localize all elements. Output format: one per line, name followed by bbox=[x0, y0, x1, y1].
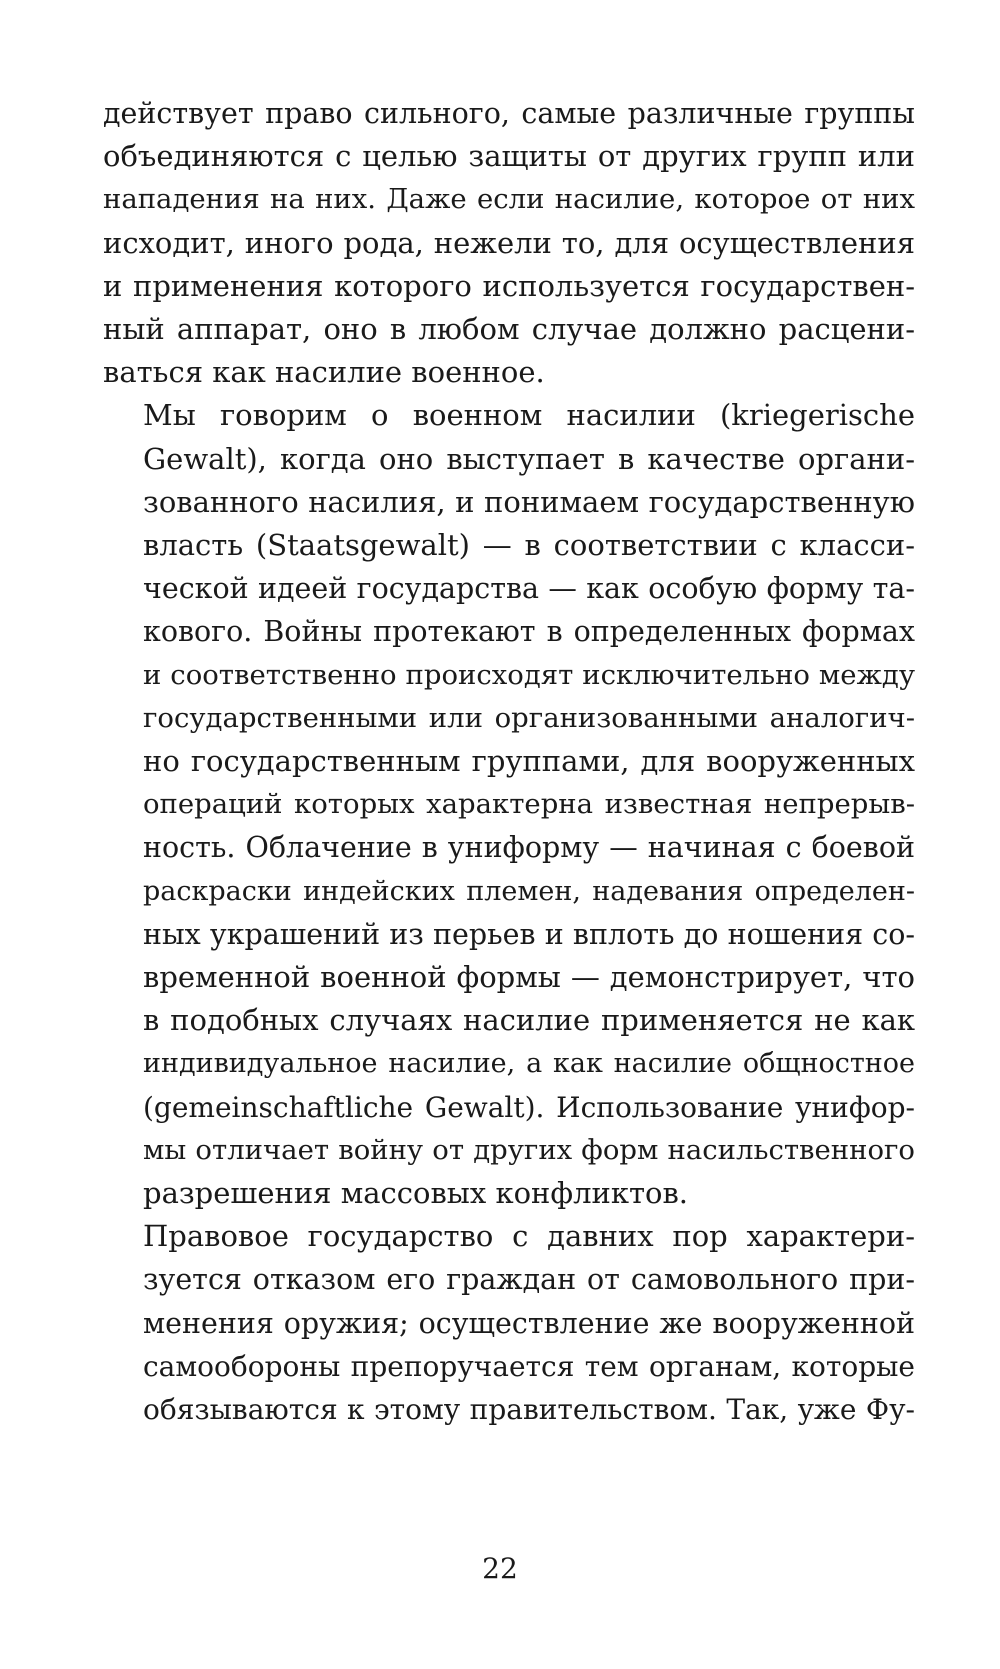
text-body bbox=[103, 92, 915, 1431]
text-line: самообороны препоручается тем органам, которые bbox=[143, 1349, 915, 1383]
text-line: кового. Войны протекают в определенных формах bbox=[143, 615, 915, 649]
text-line: (gemeinschaftliche Gewalt). Использование унифор- bbox=[143, 1090, 915, 1124]
text-line: зуется отказом его граждан от самовольного при- bbox=[143, 1263, 915, 1297]
text-line: исходит, иного рода, нежели то, для осуществления bbox=[103, 225, 915, 260]
text-line: зованного насилия, и понимаем государственную bbox=[143, 484, 915, 519]
text-line: раскраски индейских племен, надевания определен- bbox=[143, 875, 915, 907]
text-line: ность. Облачение в униформу — начиная с боевой bbox=[143, 831, 915, 865]
text-line: менения оружия; осуществление же вооруженной bbox=[143, 1306, 915, 1340]
text-line: обязываются к этому правительством. Так, уже Фу- bbox=[143, 1393, 915, 1427]
text-line: ный аппарат, оно в любом случае должно расцени- bbox=[103, 312, 915, 347]
paragraph bbox=[103, 92, 915, 394]
text-line: Gewalt), когда оно выступает в качестве органи- bbox=[143, 441, 915, 476]
text-line: ваться как насилие военное. bbox=[103, 355, 545, 390]
text-line: временной военной формы — демонстрирует, что bbox=[143, 960, 915, 995]
text-line: но государственным группами, для вооруженных bbox=[143, 744, 915, 779]
text-line: действует право сильного, самые различные группы bbox=[103, 97, 915, 130]
text-line: Мы говорим о военном насилии (kriegerische bbox=[143, 398, 915, 433]
text-line: мы отличает войну от других форм насильственного bbox=[143, 1133, 915, 1166]
text-line: объединяются с целью защиты от других групп или bbox=[103, 139, 915, 174]
paragraph bbox=[103, 394, 915, 1215]
text-line: индивидуальное насилие, а как насилие общностное bbox=[143, 1048, 915, 1080]
page-body bbox=[103, 92, 915, 1592]
text-line: Правовое государство с давних пор характери- bbox=[143, 1219, 915, 1254]
paragraph bbox=[103, 1215, 915, 1431]
text-line: ческой идеей государства — как особую форму та- bbox=[143, 572, 915, 606]
text-line: власть (Staatsgewalt) — в соответствии с класси- bbox=[143, 528, 915, 563]
text-line: ных украшений из перьев и вплоть до ношения со- bbox=[143, 917, 915, 951]
text-line: в подобных случаях насилие применяется не как bbox=[143, 1003, 915, 1038]
text-line: государственными или организованными аналогич- bbox=[143, 701, 915, 734]
page-number: 22 bbox=[482, 1552, 518, 1585]
text-line: нападения на них. Даже если насилие, которое от них bbox=[103, 183, 915, 216]
text-line: операций которых характерна известная непрерыв- bbox=[143, 788, 915, 821]
text-line: и соответственно происходят исключительно между bbox=[143, 658, 915, 691]
text-line: разрешения массовых конфликтов. bbox=[143, 1176, 688, 1211]
text-line: и применения которого используется государствен- bbox=[103, 268, 915, 303]
